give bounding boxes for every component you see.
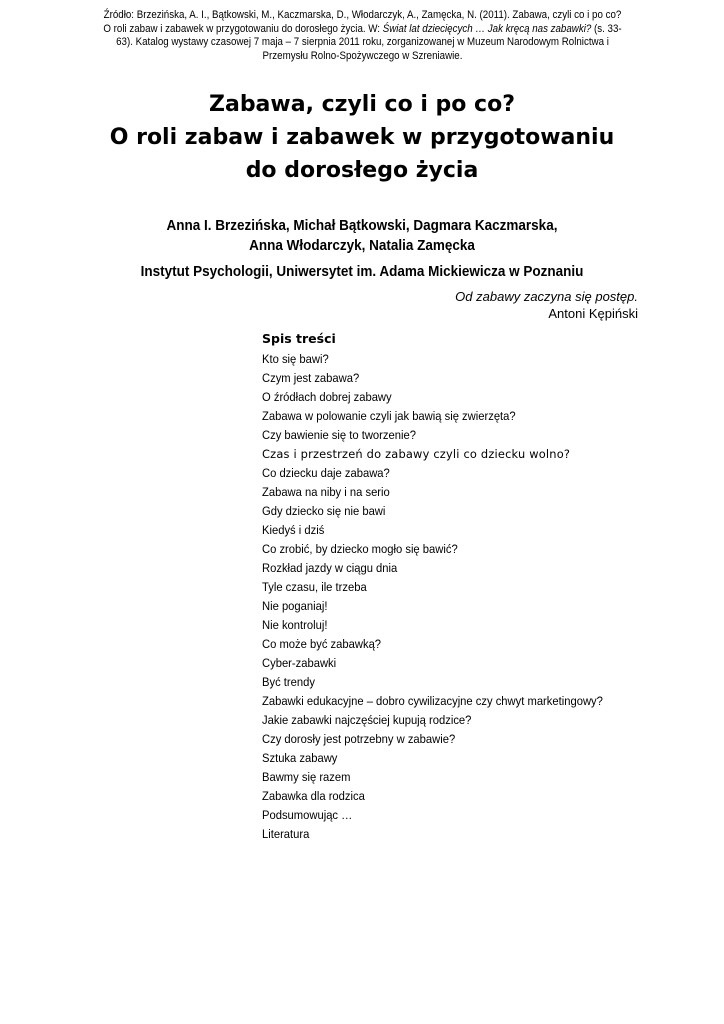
author-list bbox=[36, 216, 688, 256]
toc-item: Czy bawienie się to tworzenie? bbox=[262, 428, 416, 442]
toc-item: Cyber-zabawki bbox=[262, 656, 337, 670]
toc-item: Podsumowując … bbox=[262, 808, 353, 822]
table-of-contents bbox=[262, 330, 682, 844]
toc-item: Nie poganiaj! bbox=[262, 599, 328, 613]
toc-item: Zabawka dla rodzica bbox=[262, 789, 365, 803]
toc-item: Kiedyś i dziś bbox=[262, 523, 325, 537]
toc-item: Być trendy bbox=[262, 675, 315, 689]
toc-item: Tyle czasu, ile trzeba bbox=[262, 580, 367, 594]
epigraph bbox=[455, 288, 638, 322]
epigraph-quote: Od zabawy zaczyna się postęp. bbox=[455, 289, 638, 304]
toc-item: Co zrobić, by dziecko mogło się bawić? bbox=[262, 542, 458, 556]
toc-item: Gdy dziecko się nie bawi bbox=[262, 504, 386, 518]
authors-line-1: Anna I. Brzezińska, Michał Bątkowski, Dagmara Kaczmarska, bbox=[166, 217, 558, 234]
title-line-3: do dorosłego życia bbox=[245, 158, 479, 183]
authors-line-2: Anna Włodarczyk, Natalia Zamęcka bbox=[249, 237, 475, 254]
toc-item: Czy dorosły jest potrzebny w zabawie? bbox=[262, 732, 456, 746]
toc-heading: Spis treści bbox=[262, 331, 336, 346]
toc-item: Jakie zabawki najczęściej kupują rodzice? bbox=[262, 713, 472, 727]
toc-item: Czym jest zabawa? bbox=[262, 371, 360, 385]
toc-item: Nie kontroluj! bbox=[262, 618, 328, 632]
title-line-1: Zabawa, czyli co i po co? bbox=[209, 92, 515, 117]
toc-item: Zabawa na niby i na serio bbox=[262, 485, 390, 499]
toc-item: Literatura bbox=[262, 827, 310, 841]
toc-item: O źródłach dobrej zabawy bbox=[262, 390, 392, 404]
title-line-2: O roli zabaw i zabawek w przygotowaniu bbox=[109, 125, 615, 150]
toc-item: Zabawki edukacyjne – dobro cywilizacyjne czy chwyt marketingowy? bbox=[262, 694, 603, 708]
toc-item: Bawmy się razem bbox=[262, 770, 351, 784]
toc-item: Co może być zabawką? bbox=[262, 637, 382, 651]
affiliation: Instytut Psychologii, Uniwersytet im. Adama Mickiewicza w Poznaniu bbox=[140, 263, 584, 280]
source-citation bbox=[103, 9, 623, 63]
toc-item: Czas i przestrzeń do zabawy czyli co dziecku wolno? bbox=[262, 447, 571, 461]
toc-item: Co dziecku daje zabawa? bbox=[262, 466, 390, 480]
citation-text-end: (s. 33-63). Katalog wystawy czasowej 7 maja – 7 sierpnia 2011 roku, zorganizowanej w Muzeum Narodowym Rolnictwa i Przemysłu Rolno-Spożywczego w Szreniawie. bbox=[116, 22, 622, 62]
citation-text: Źródło: Brzezińska, A. I., Bątkowski, M., Kaczmarska, D., Włodarczyk, A., Zamęcka, N. (2011). Zabawa, czyli co i po co? O roli zabaw i zabawek w przygotowaniu do dorosłego życia. W: bbox=[103, 9, 622, 35]
toc-item: Kto się bawi? bbox=[262, 352, 329, 366]
toc-item: Zabawa w polowanie czyli jak bawią się zwierzęta? bbox=[262, 409, 516, 423]
epigraph-author: Antoni Kępiński bbox=[548, 306, 638, 321]
article-title bbox=[0, 88, 724, 187]
toc-item: Sztuka zabawy bbox=[262, 751, 338, 765]
citation-book-title: Świat lat dziecięcych … Jak kręcą nas zabawki? bbox=[382, 22, 592, 35]
toc-item: Rozkład jazdy w ciągu dnia bbox=[262, 561, 398, 575]
toc-list bbox=[262, 350, 682, 844]
